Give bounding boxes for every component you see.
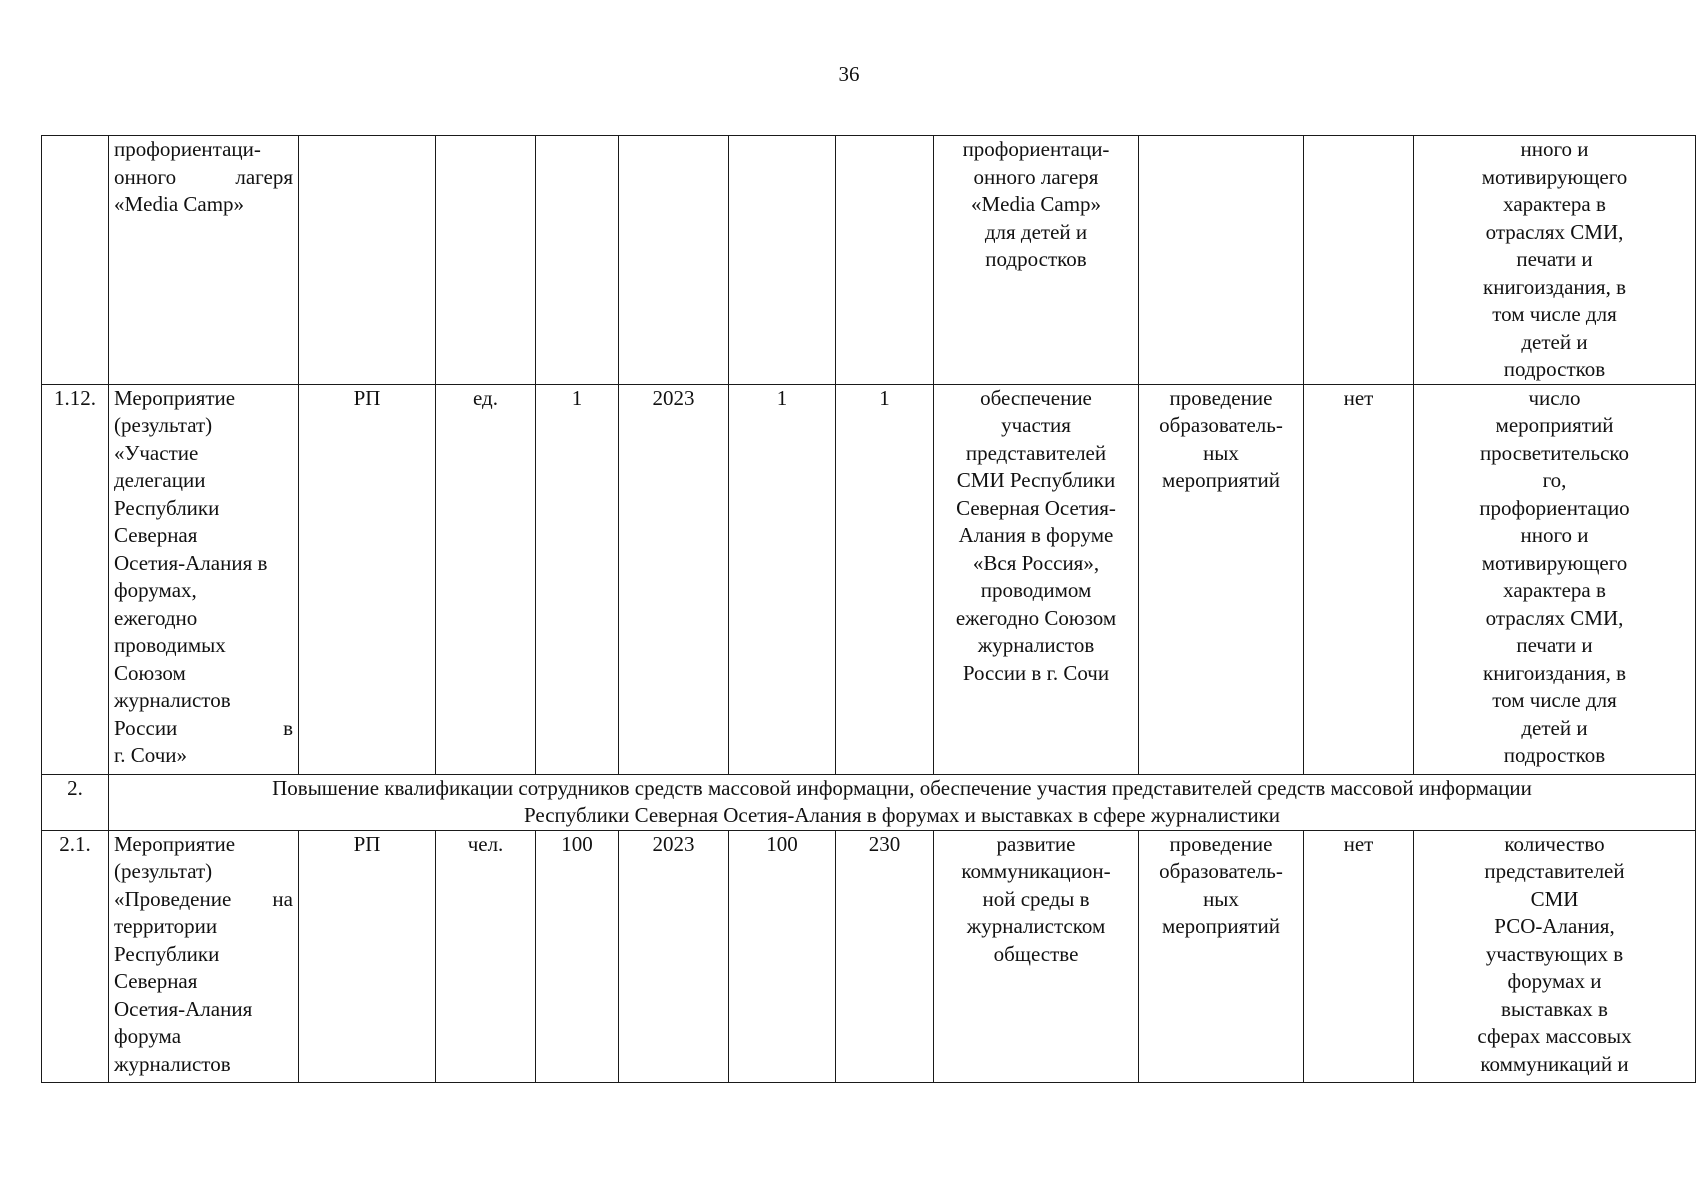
cell-characteristic (1139, 384, 1304, 774)
result-line: обществе (993, 941, 1079, 966)
name-line: проводимых (114, 633, 226, 657)
result-line: журналистском (966, 914, 1106, 938)
name-line: журналистов (114, 1051, 231, 1076)
name-line: «Media Camp» (114, 192, 245, 216)
cell-type: РП (299, 830, 436, 1082)
cell-unit: ед. (436, 384, 536, 774)
result-line: журналистов (977, 633, 1095, 657)
indicator-line: нного и (1520, 137, 1589, 161)
name-line: Республики (114, 941, 220, 966)
indicator-line: сферах массовых (1477, 1024, 1632, 1048)
cell-number (42, 136, 109, 385)
name-line: Республики (114, 495, 220, 520)
indicator-line: характера в (1503, 578, 1606, 602)
result-line: представителей (965, 440, 1107, 465)
indicator-line: представителей (1484, 859, 1625, 883)
indicator-line: мотивирующего (1481, 550, 1628, 575)
cell-number: 1.12. (42, 384, 109, 774)
cell-name (109, 384, 299, 774)
cell-flag (1304, 136, 1414, 385)
cell-base-value: 100 (536, 830, 619, 1082)
name-line: онного лагеря (114, 164, 293, 189)
name-line: форума (114, 1024, 182, 1048)
result-line: Алания в форуме (958, 523, 1114, 547)
result-line: ежегодно Союзом (955, 605, 1117, 630)
cell-base-value: 1 (536, 384, 619, 774)
characteristic-line: образователь- (1159, 413, 1283, 437)
cell-name (109, 136, 299, 385)
cell-year (619, 136, 729, 385)
indicator-line: выставках в (1501, 996, 1608, 1021)
result-line: проводимом (980, 578, 1092, 602)
indicator-line: книгоиздания, в (1483, 660, 1626, 685)
indicator-line: детей и (1521, 715, 1588, 740)
cell-unit: чел. (436, 830, 536, 1082)
indicator-line: том числе для (1492, 302, 1617, 326)
result-line: «Вся Россия», (972, 550, 1100, 575)
section-title (109, 774, 1696, 830)
name-line: Северная (114, 523, 198, 547)
cell-indicator (1414, 830, 1696, 1082)
section-title-line: Республики Северная Осетия-Алания в форумах и выставках в сфере журналистики (523, 803, 1281, 827)
table-row-continuation (42, 136, 1696, 385)
cell-year: 2023 (619, 384, 729, 774)
cell-characteristic (1139, 136, 1304, 385)
cell-result (934, 384, 1139, 774)
cell-flag: нет (1304, 384, 1414, 774)
result-line: ной среды в (982, 886, 1090, 911)
cell-result (934, 136, 1139, 385)
cell-number: 2. (42, 774, 109, 830)
result-line: СМИ Республики (956, 468, 1116, 492)
characteristic-line: мероприятий (1162, 468, 1280, 492)
cell-value-1: 100 (729, 830, 836, 1082)
cell-value-2: 1 (836, 384, 934, 774)
name-line: форумах, (114, 578, 197, 602)
indicator-line: подростков (1503, 743, 1606, 767)
name-line: (результат) (114, 859, 213, 883)
indicator-line: число (1528, 385, 1581, 410)
result-line: развитие (996, 831, 1076, 856)
name-line: журналистов (114, 688, 231, 712)
name-line: Мероприятие (114, 831, 236, 856)
indicator-line: книгоиздания, в (1483, 274, 1626, 299)
name-line: территории (114, 914, 218, 938)
section-title-line: Повышение квалификации сотрудников средств массовой информацни, обеспечение участия представителей средств массовой информации (272, 775, 1532, 800)
name-line: г. Сочи» (114, 743, 188, 767)
table-row-section-2 (42, 774, 1696, 830)
name-line: профориентаци- (114, 137, 261, 161)
name-line: Осетия-Алания (114, 996, 253, 1021)
indicator-line: коммуникаций и (1480, 1051, 1629, 1076)
characteristic-line: проведение (1169, 831, 1273, 856)
indicator-line: характера в (1503, 192, 1606, 216)
indicator-line: отраслях СМИ, (1485, 605, 1624, 630)
characteristic-line: образователь- (1159, 859, 1283, 883)
indicator-line: профориентацио (1479, 495, 1630, 520)
name-line: Мероприятие (114, 385, 236, 410)
characteristic-line: мероприятий (1162, 914, 1280, 938)
cell-indicator (1414, 384, 1696, 774)
cell-name (109, 830, 299, 1082)
result-line: обеспечение (980, 385, 1092, 410)
characteristic-line: ных (1203, 440, 1239, 465)
cell-base-value (536, 136, 619, 385)
name-line: «Участие (114, 440, 199, 465)
name-line: делегации (114, 468, 206, 492)
indicator-line: мотивирующего (1481, 164, 1628, 189)
name-line: России в (114, 715, 293, 740)
result-line: коммуникацион- (961, 859, 1111, 883)
result-line: для детей и (984, 219, 1088, 244)
indicator-line: отраслях СМИ, (1485, 219, 1624, 244)
table-row-1-12 (42, 384, 1696, 774)
cell-result (934, 830, 1139, 1082)
indicator-line: том числе для (1492, 688, 1617, 712)
indicator-line: количество (1504, 831, 1605, 856)
cell-value-2 (836, 136, 934, 385)
cell-value-1 (729, 136, 836, 385)
cell-type: РП (299, 384, 436, 774)
name-line: Союзом (114, 660, 186, 685)
indicator-line: печати и (1516, 633, 1593, 657)
table-row-2-1 (42, 830, 1696, 1082)
characteristic-line: проведение (1169, 385, 1273, 410)
cell-value-1: 1 (729, 384, 836, 774)
cell-year: 2023 (619, 830, 729, 1082)
result-line: участия (1001, 413, 1071, 437)
indicator-line: нного и (1520, 523, 1589, 547)
name-line: Осетия-Алания в (114, 550, 268, 575)
cell-type (299, 136, 436, 385)
result-line: России в г. Сочи (962, 660, 1110, 685)
cell-value-2: 230 (836, 830, 934, 1082)
indicator-line: подростков (1503, 357, 1606, 381)
indicator-line: СМИ (1530, 886, 1579, 911)
cell-indicator (1414, 136, 1696, 385)
indicator-line: детей и (1521, 329, 1588, 354)
characteristic-line: ных (1203, 886, 1239, 911)
result-line: «Media Camp» (970, 192, 1102, 216)
cell-characteristic (1139, 830, 1304, 1082)
result-line: онного лагеря (973, 164, 1099, 189)
result-line: подростков (985, 247, 1087, 271)
indicator-line: участвующих в (1485, 941, 1624, 966)
indicator-line: форумах и (1507, 969, 1602, 993)
cell-flag: нет (1304, 830, 1414, 1082)
name-line: Северная (114, 969, 198, 993)
indicator-line: РСО-Алания, (1494, 914, 1615, 938)
indicator-line: мероприятий (1495, 413, 1614, 437)
name-line: «Проведение на (114, 886, 293, 911)
page-number: 36 (838, 62, 860, 86)
indicator-line: просветительско (1479, 440, 1630, 465)
name-line: (результат) (114, 413, 213, 437)
indicator-line: печати и (1516, 247, 1593, 271)
indicator-line: го, (1542, 468, 1567, 492)
result-line: Северная Осетия- (956, 495, 1116, 520)
measures-table (41, 135, 1696, 1083)
result-line: профориентаци- (962, 137, 1110, 161)
cell-unit (436, 136, 536, 385)
name-line: ежегодно (114, 605, 198, 630)
cell-number: 2.1. (42, 830, 109, 1082)
